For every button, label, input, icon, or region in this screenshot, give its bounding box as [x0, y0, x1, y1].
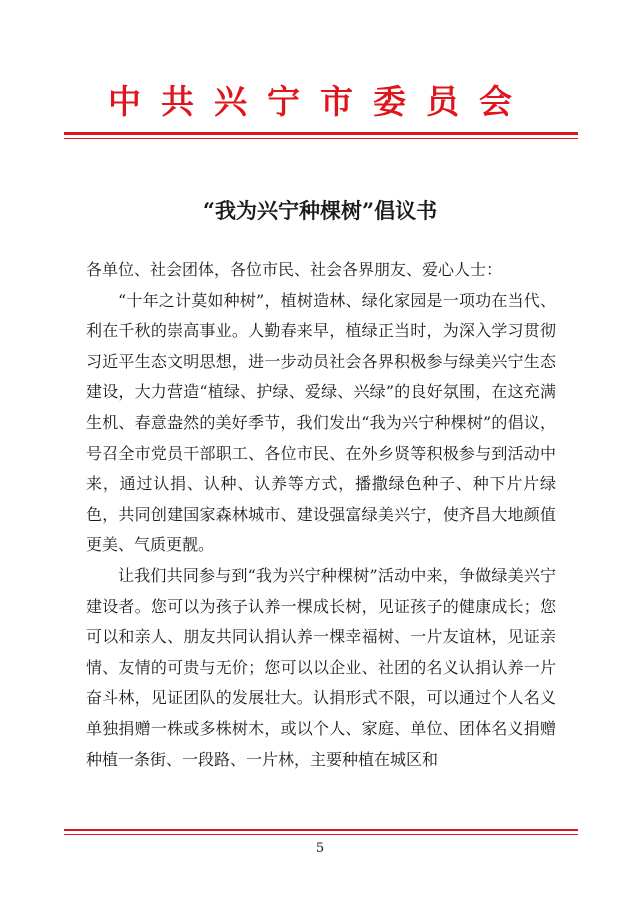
page-number: 5: [315, 841, 325, 856]
document-body: [86, 255, 556, 775]
footer-rule-thick: [64, 829, 578, 831]
letterhead-title: 中共兴宁市委员会: [108, 82, 532, 121]
footer-rule-thin: [64, 834, 578, 835]
paragraph: 让我们共同参与到“我为兴宁种棵树”活动中来，争做绿美兴宁建设者。您可以为孩子认养一棵成长树，见证孩子的健康成长；您可以和亲人、朋友共同认捐认养一棵幸福树、一片友谊林，见证亲情、友情的可贵与无价；您可以以企业、社团的名义认捐认养一片奋斗林，见证团队的发展壮大。认捐形式不限，可以通过个人名义单独捐赠一株或多株树木，或以个人、家庭、单位、团体名义捐赠种植一条街、一段路、一片林，主要种植在城区和: [86, 565, 556, 769]
paragraph: “十年之计莫如种树”，植树造林、绿化家园是一项功在当代、利在千秋的崇高事业。人勤春来早，植绿正当时，为深入学习贯彻习近平生态文明思想，进一步动员社会各界积极参与绿美兴宁生态建设，大力营造“植绿、护绿、爱绿、兴绿”的良好氛围，在这充满生机、春意盎然的美好季节，我们发出“我为兴宁种棵树”的倡议，号召全市党员干部职工、各位市民、在外乡贤等积极参与到活动中来，通过认捐、认种、认养等方式，播撒绿色种子、种下片片绿色，共同创建国家森林城市、建设强富绿美兴宁，使齐昌大地颜值更美、气质更靓。: [86, 290, 556, 555]
letterhead-rule-thin: [64, 138, 578, 139]
salutation: 各单位、社会团体，各位市民、社会各界朋友、爱心人士：: [86, 260, 503, 279]
document-title: “我为兴宁种棵树”倡议书: [202, 198, 438, 223]
letterhead-rule-thick: [64, 132, 578, 135]
